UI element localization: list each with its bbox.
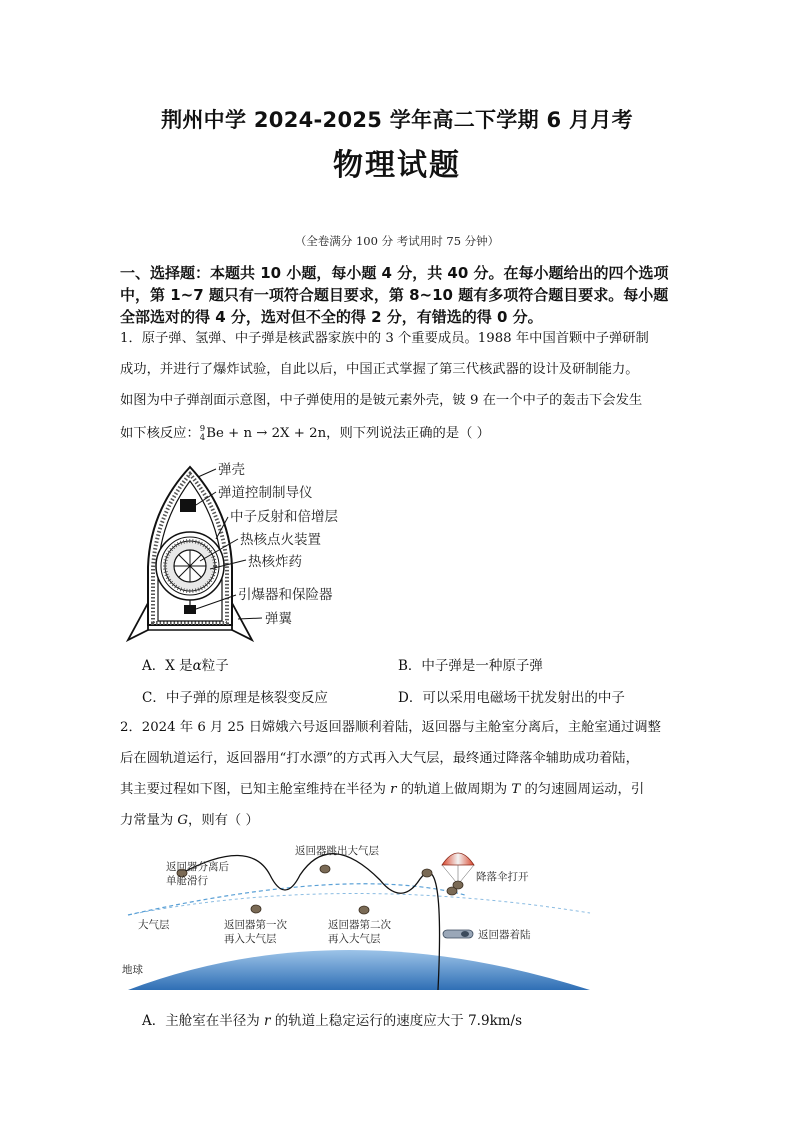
label-second-reentry-2: 再入大气层 [328, 933, 381, 945]
subject-title: 物理试题 [333, 148, 461, 183]
option-a-prefix: A．X 是 [142, 658, 193, 674]
reaction-nuclide-scripts [200, 425, 205, 443]
label-separation-1: 返回器分离后 [166, 861, 229, 873]
capsule-icon [251, 905, 261, 913]
guidance-box [180, 499, 196, 512]
q1-option-d[interactable]: D．可以采用电磁场干扰发射出的中子 [398, 690, 625, 706]
mass-number: 9 [199, 423, 206, 434]
label-earth: 地球 [122, 964, 143, 976]
label-shell: 弹壳 [218, 462, 245, 478]
option-a-suffix: 粒子 [201, 658, 229, 674]
var-t: T [511, 782, 521, 797]
q2-option-a-prefix: A．主舱室在半径为 [142, 1013, 265, 1029]
left-fin [128, 603, 148, 640]
exam-title: 荆州中学 2024-2025 学年高二下学期 6 月月考 [161, 108, 633, 132]
section-heading: 一、选择题：本题共 10 小题，每小题 4 分，共 40 分。在每小题给出的四个选项中，第 1~7 题只有一项符合题目要求，第 8~10 题有多项符合题目要求。每小题全部选对的得 4 分，选对但不全的得 2 分，有错选的得 0 分。 [120, 264, 669, 326]
alpha-symbol: α [192, 658, 202, 674]
q2-line4-b: ，则有（ ） [188, 813, 259, 828]
var-r: r [390, 782, 397, 797]
q1-line: 1．原子弹、氢弹、中子弹是核武器家族中的 3 个重要成员。1988 年中国首颗中子弹研制 [120, 331, 649, 346]
reaction-equation: Be + n → 2X + 2n [206, 426, 327, 441]
var-g: G [177, 813, 189, 828]
q1-option-c[interactable]: C．中子弹的原理是核裂变反应 [142, 690, 328, 706]
q1-option-a[interactable] [142, 654, 229, 674]
label-atmosphere: 大气层 [138, 919, 170, 931]
label-explosive: 热核炸药 [248, 554, 302, 570]
label-guidance: 弹道控制制导仪 [218, 485, 313, 501]
label-first-reentry-1: 返回器第一次 [224, 919, 287, 931]
label-detonator: 引爆器和保险器 [238, 587, 333, 603]
var-r: r [264, 1013, 271, 1029]
label-first-reentry-2: 再入大气层 [224, 933, 277, 945]
q2-line4-a: 力常量为 [120, 813, 178, 828]
label-landing: 返回器着陆 [478, 929, 531, 941]
q1-reaction-line [120, 418, 680, 449]
question-2-text [120, 712, 680, 836]
neutron-bomb-diagram [120, 455, 400, 650]
q2-line: 2．2024 年 6 月 25 日嫦娥六号返回器顺利着陆，返回器与主舱室分离后，主舱室通过调整 [120, 720, 661, 735]
label-reflector: 中子反射和倍增层 [230, 509, 338, 525]
q1-option-b[interactable]: B．中子弹是一种原子弹 [398, 658, 543, 674]
skip-reentry-diagram [120, 835, 680, 995]
reaction-suffix: ，则下列说法正确的是（ ） [326, 426, 490, 441]
question-1-text [120, 323, 680, 449]
capsule-icon [453, 881, 463, 889]
capsule-icon [320, 865, 330, 873]
label-ignition: 热核点火装置 [240, 532, 321, 548]
q2-line3-c: 的匀速圆周运动，引 [520, 782, 645, 797]
charge-number: 4 [199, 432, 206, 443]
detonator-box [184, 605, 196, 614]
q2-line [120, 774, 680, 805]
label-skip-out: 返回器跳出大气层 [295, 845, 379, 857]
label-separation-2: 单舱滑行 [166, 875, 208, 887]
earth-surface [128, 950, 590, 990]
label-fins: 弹翼 [265, 611, 292, 627]
right-fin [232, 603, 252, 640]
q1-line: 成功，并进行了爆炸试验，自此以后，中国正式掌握了第三代核武器的设计及研制能力。 [120, 362, 639, 377]
q2-line [120, 805, 680, 836]
q1-line: 如图为中子弹剖面示意图，中子弹使用的是铍元素外壳，铍 9 在一个中子的轰击下会发生 [120, 393, 643, 408]
q2-line: 后在圆轨道运行，返回器用“打水漂”的方式再入大气层，最终通过降落伞辅助成功着陆， [120, 751, 639, 766]
reaction-prefix: 如下核反应： [120, 426, 200, 441]
parachute-icon [442, 853, 474, 865]
exam-note: （全卷满分 100 分 考试用时 75 分钟） [294, 234, 500, 248]
q2-option-a[interactable] [142, 1009, 522, 1029]
label-parachute: 降落伞打开 [476, 871, 529, 883]
q2-line3-a: 其主要过程如下图，已知主舱室维持在半径为 [120, 782, 391, 797]
capsule-icon [359, 906, 369, 914]
atmosphere-boundary [128, 884, 465, 915]
q2-option-a-suffix: 的轨道上稳定运行的速度应大于 7.9km/s [270, 1013, 523, 1029]
q2-line3-b: 的轨道上做周期为 [396, 782, 512, 797]
capsule-icon [422, 869, 432, 877]
label-second-reentry-1: 返回器第二次 [328, 919, 391, 931]
